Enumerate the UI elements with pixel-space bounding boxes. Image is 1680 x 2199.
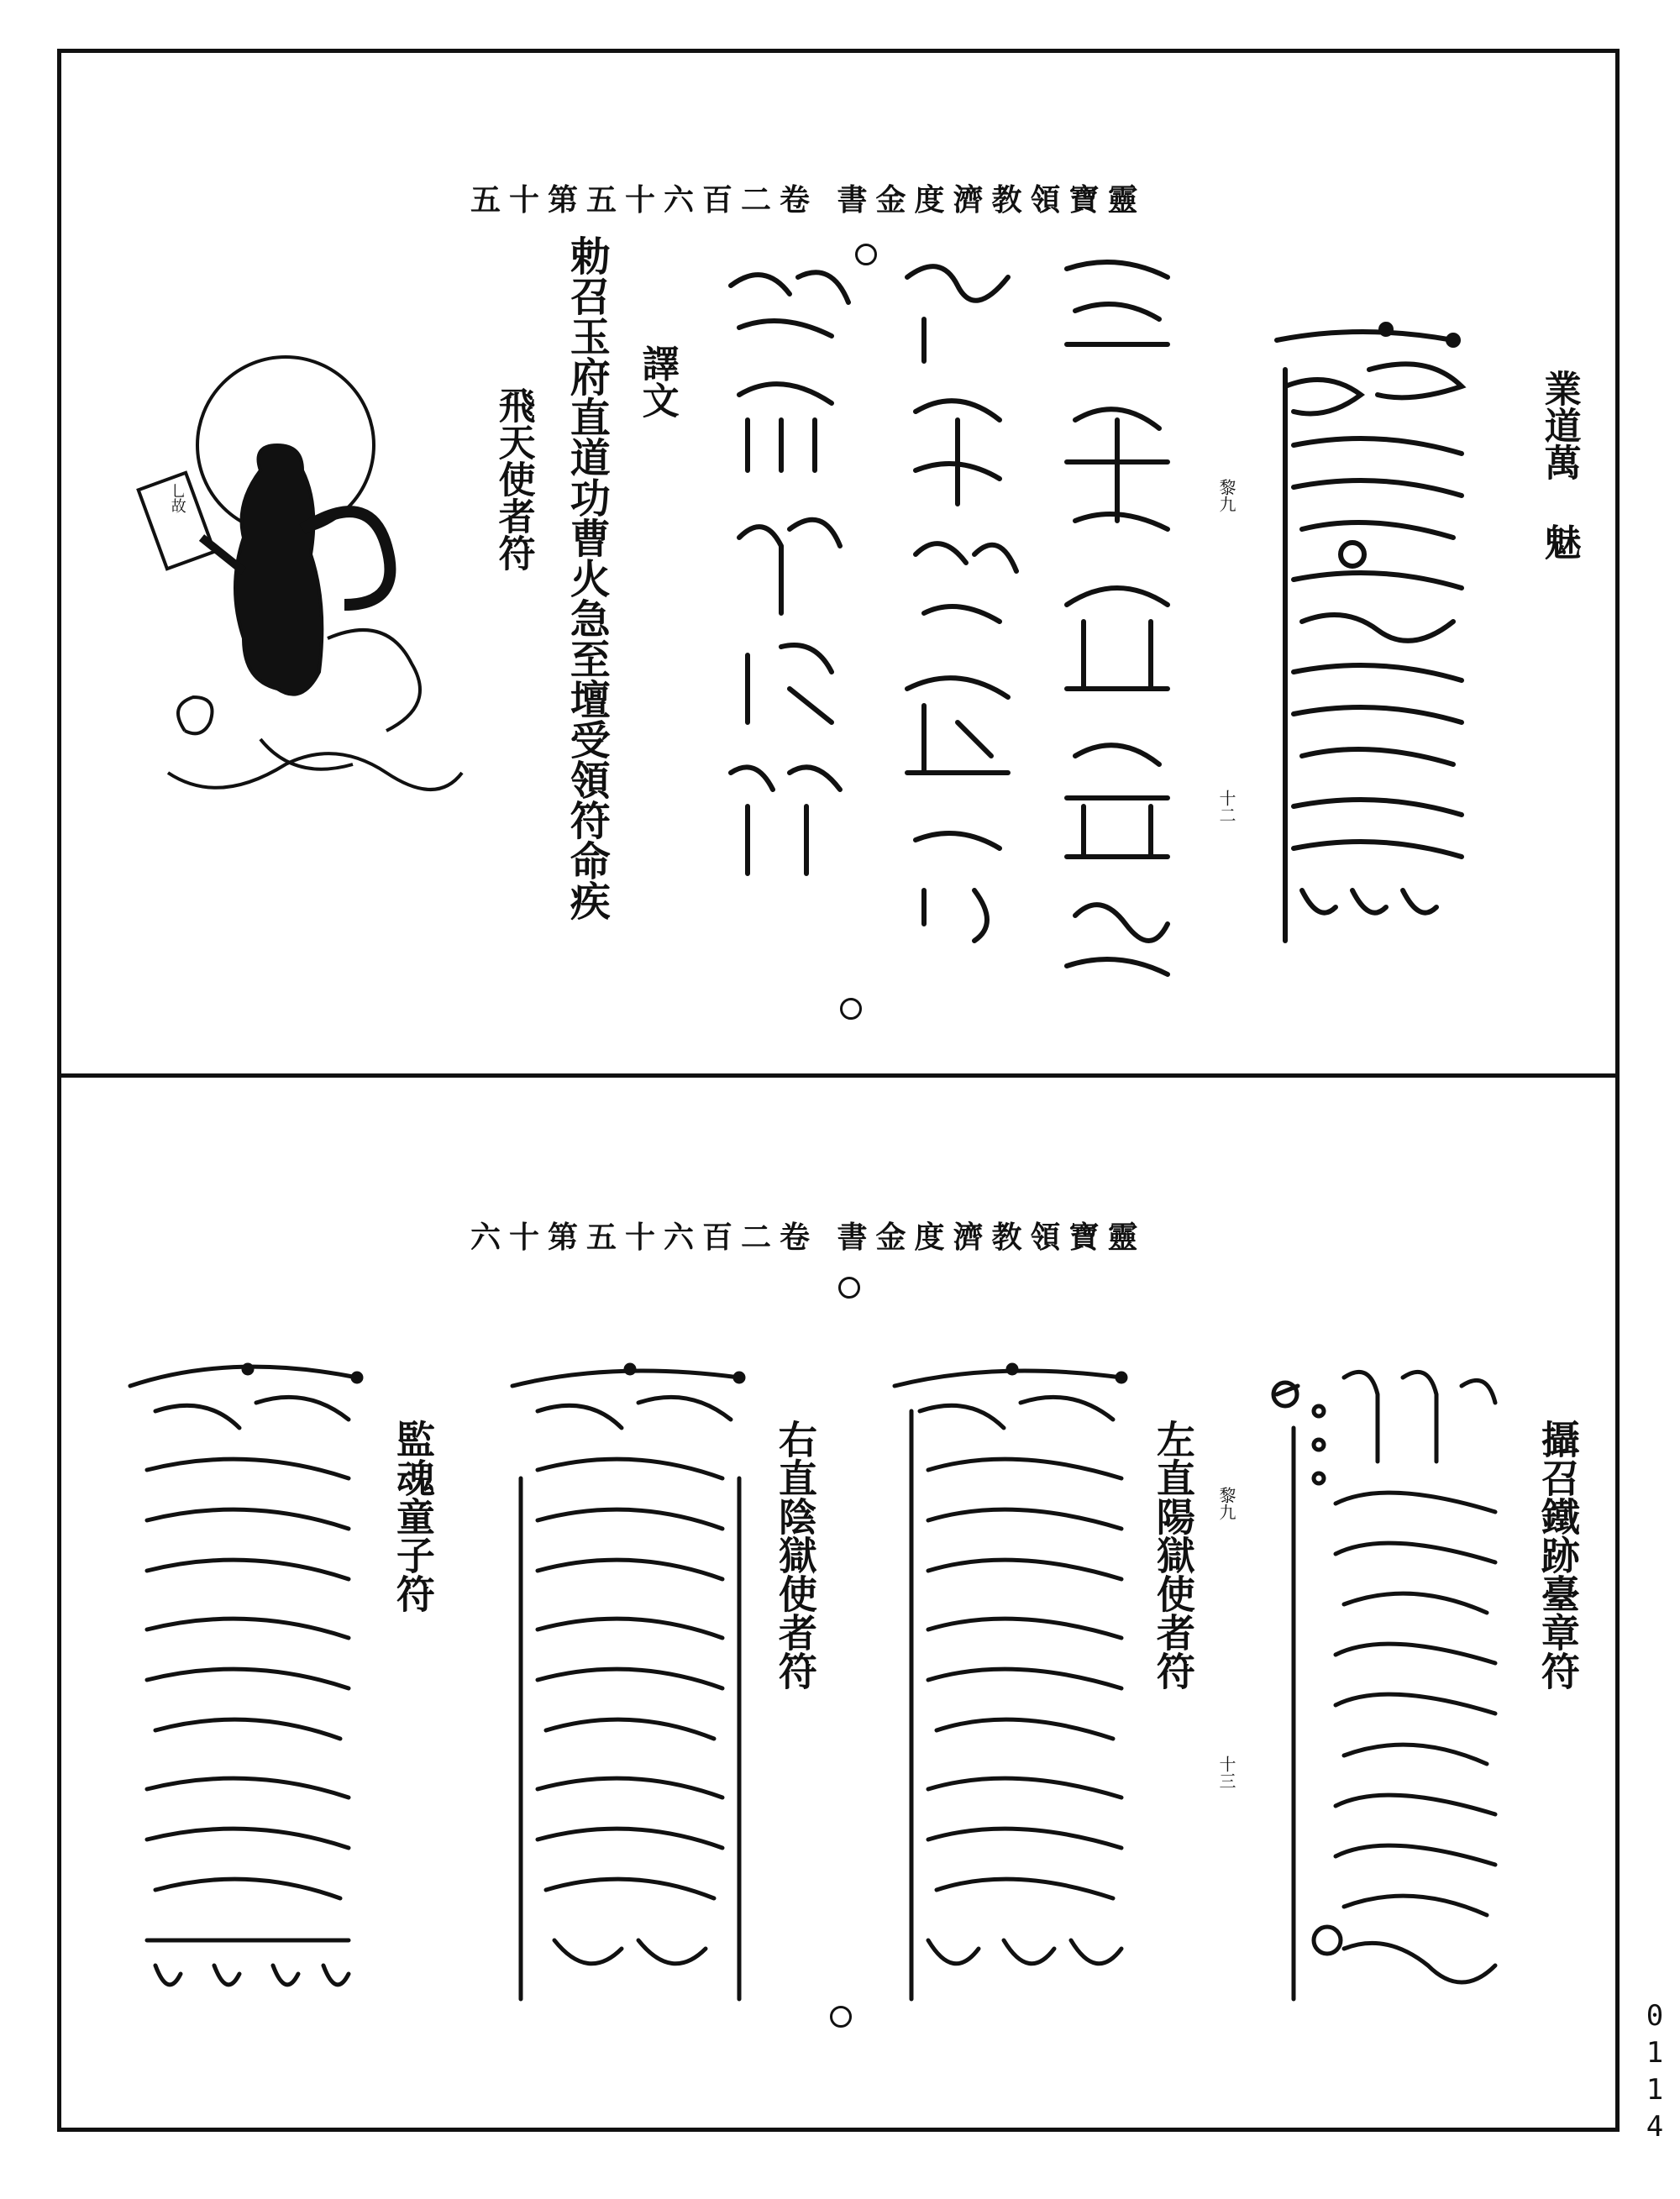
registration-circle	[830, 2006, 852, 2028]
seal-column	[1050, 252, 1184, 1008]
top-margin-note-1: 黎九	[1216, 479, 1236, 512]
registration-circle	[838, 1277, 860, 1299]
figure-tablet-text: 乚故	[168, 483, 186, 513]
registration-circle	[840, 998, 862, 1020]
translation-line-2: 飛天使者符	[491, 386, 535, 571]
panel-divider	[57, 1073, 1620, 1078]
page-number: 0114	[1638, 1999, 1672, 2147]
translation-label: 譯文	[635, 344, 679, 418]
bottom-margin-note-2: 十三	[1216, 1756, 1236, 1789]
translation-line-1: 勅召玉府直道功曹火急至壇受領符命疾	[563, 235, 611, 921]
talisman-seal-script	[1260, 319, 1478, 958]
talisman-2-title: 左直陽獄使者符	[1150, 1420, 1196, 1690]
talisman-2-image	[886, 1361, 1138, 2016]
talisman-3-title: 右直陰獄使者符	[772, 1420, 818, 1690]
bottom-margin-note-1: 黎九	[1216, 1487, 1236, 1520]
top-margin-note-2: 十二	[1216, 790, 1236, 823]
registration-circle	[855, 244, 877, 265]
deity-figure-image	[134, 336, 470, 857]
top-header: 靈寶領教濟度金書 卷二百六十五第十五	[470, 182, 1147, 218]
talisman-4-title: 監魂童子符	[390, 1420, 436, 1613]
seal-column	[714, 252, 857, 907]
talisman-1-image	[1260, 1361, 1512, 2016]
top-talisman-title: 業道萬 魅	[1537, 370, 1581, 560]
talisman-1-title: 攝召鐵跡臺章符	[1535, 1420, 1581, 1690]
seal-column	[890, 252, 1025, 1008]
talisman-4-image	[122, 1352, 365, 2007]
talisman-3-image	[504, 1361, 756, 2016]
bottom-header: 靈寶領教濟度金書 卷二百六十五第十六	[470, 1220, 1147, 1255]
